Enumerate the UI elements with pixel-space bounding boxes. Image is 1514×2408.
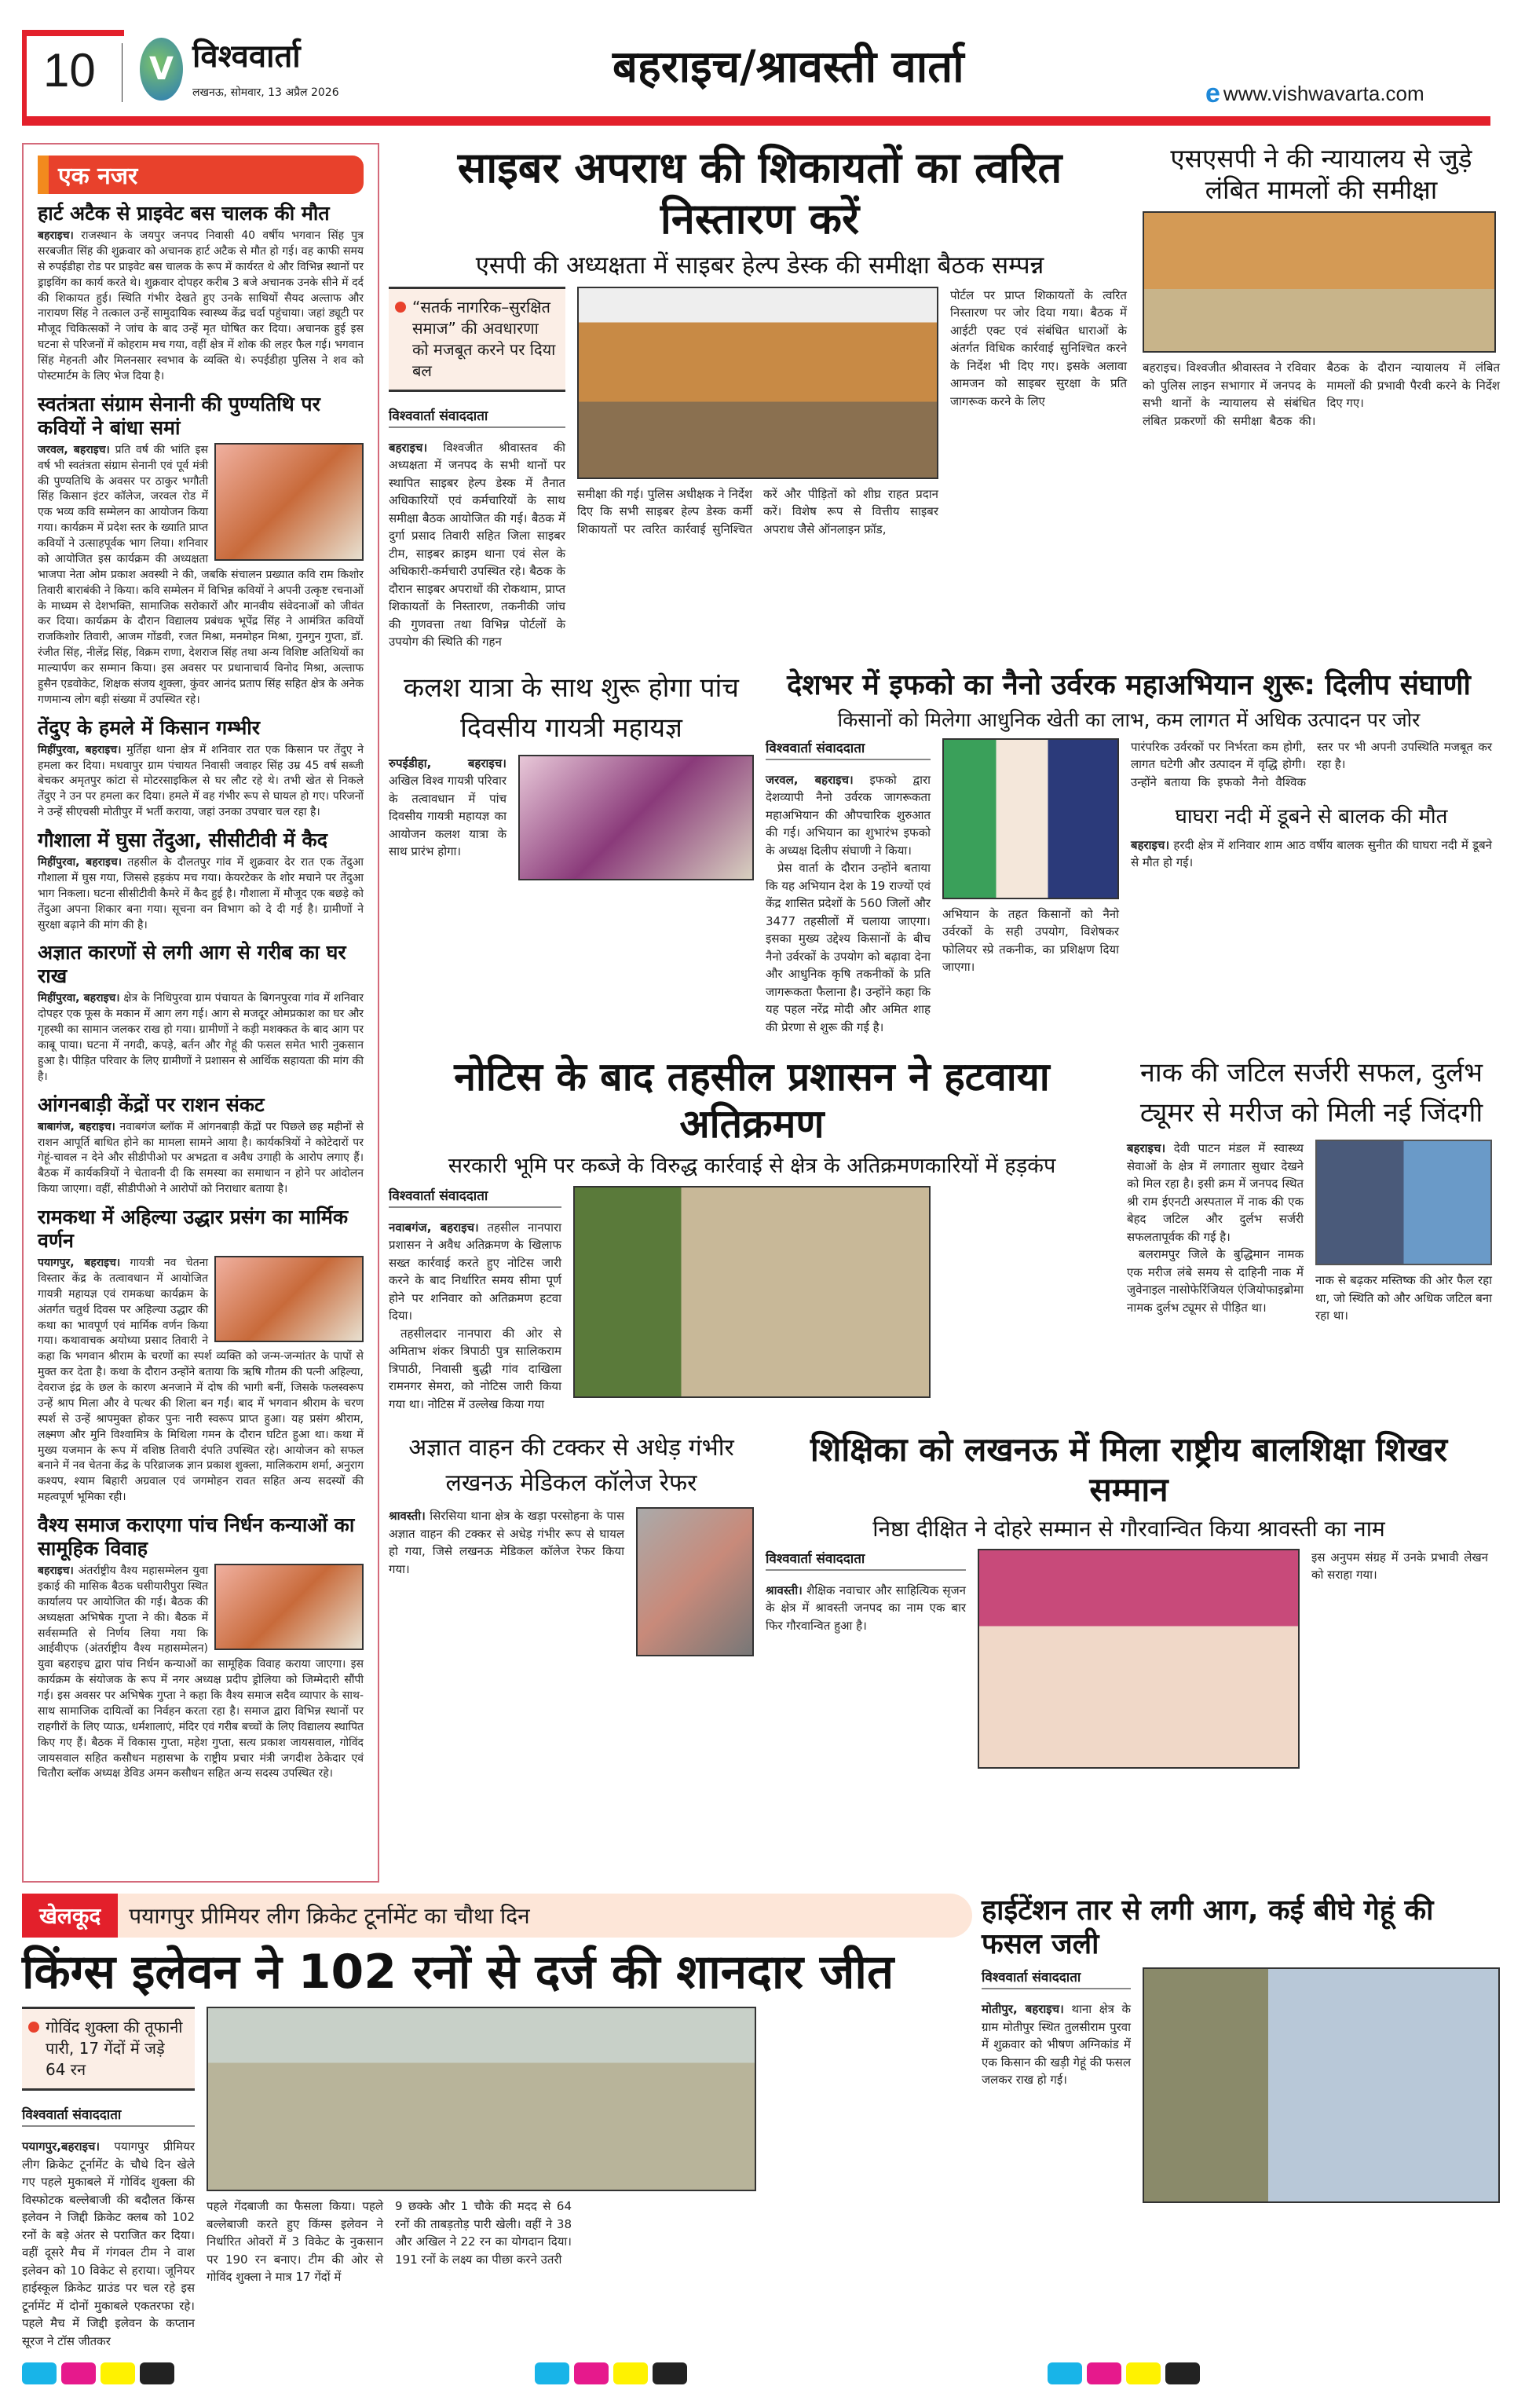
cyber-story	[389, 143, 1131, 651]
award-ceremony-photo	[978, 1549, 1300, 1769]
body-text: गायत्री नव चेतना विस्तार केंद्र के तत्वावधान में आयोजित गायत्री महायज्ञ एवं रामकथा कार्यक्रम के अंतर्गत चतुर्थ दिवस पर अहिल्या उद्धार की कथा का भावपूर्ण एवं मार्मिक वर्णन किया गया। कथावाचक अयोध्या प्रसाद तिवारी ने कहा कि भगवान श्रीराम के चरणों का स्पर्श व्यक्ति को जन्म-जन्मांतर के पापों से मुक्त कर देता है। कथा के दौरान उन्होंने बताया कि ऋषि गौतम की पत्नी अहिल्या, देवराज इंद्र के छल के कारण अनजाने में दोष की भागी बनीं, जिसके फलस्वरूप उन्हें श्राप मिला और वे पत्थर की शिला बन गईं। बाद में भगवान श्रीराम के चरण स्पर्श से उन्हें श्रापमुक्त होकर पुनः नारी स्वरूप प्राप्त हुआ। यह प्रसंग श्रीराम, लक्ष्मण और मुनि विश्वामित्र के मिथिला गमन के दौरान घटित हुआ था। कथा में मुख्य यजमान के रूप में वशिष्ठ तिवारी दंपति उपस्थित रहे। आयोजन को सफल बनाने में नव चेतना केंद्र के परिव्राजक ज्ञान प्रकाश शुक्ला, मालिकराम शर्मा, अनुराग कश्यप, श्याम बिहारी अग्रवाल एवं जगमोहन रावत सहित अन्य सदस्यों की महत्वपूर्ण भूमिका रही।	[38, 1257, 364, 1504]
byline: विश्ववार्ता संवाददाता	[389, 406, 565, 428]
ek-nazar-story	[38, 829, 364, 933]
dateline: जरवल, बहराइच।	[38, 443, 110, 456]
story-headline: तेंदुए के हमले में किसान गम्भीर	[38, 715, 260, 739]
cricket-headline: किंग्स इलेवन ने 102 रनों से दर्ज की शानदार जीत	[22, 1945, 894, 2000]
body-text: अखिल विश्व गायत्री परिवार के तत्वावधान में पांच दिवसीय गायत्री महायज्ञ का आयोजन कलश यात्रा के साथ प्रारंभ होगा।	[389, 774, 506, 859]
ek-nazar-stories	[38, 202, 364, 1782]
dateline: बहराइच।	[38, 229, 74, 242]
color-registration-marks	[1048, 2362, 1200, 2384]
sports-banner-text: पयागपुर प्रीमियर लीग क्रिकेट टूर्नामेंट का चौथा दिन	[129, 1903, 530, 1929]
ghaghra-headline: घाघरा नदी में डूबने से बालक की मौत	[1175, 805, 1448, 829]
byline: विश्ववार्ता संवाददाता	[982, 1967, 1131, 1989]
sanghani-photo	[942, 738, 1119, 899]
iffco-col4	[1131, 738, 1492, 872]
story-headline: स्वतंत्रता संग्राम सेनानी की पुण्यतिथि पर कवियों ने बांधा समां	[38, 392, 320, 439]
body-text: पयागपुर प्रीमियर लीग क्रिकेट टूर्नामेंट के चौथे दिन खेले गए पहले मुकाबले में गोविंद शुक्ला की विस्फोटक बल्लेबाजी की बदौलत किंग्स इलेवन ने जिद्दी क्रिकेट क्लब को 102 रनों के बड़े अंतर से पराजित कर दिया। वहीं दूसरे मैच में गंगवल टीम ने वाश इलेवन को 10 विकेट से हराया। जूनियर हाईस्कूल क्रिकेट ग्राउंड पर चल रहे इस टूर्नामेंट में दोनों मुकाबले एकतरफा रहे। पहले मैच में जिद्दी इलेवन के कप्तान सूरज ने टॉस जीतकर	[22, 2139, 195, 2348]
body-text: प्रति वर्ष की भांति इस वर्ष भी स्वतंत्रता संग्राम सेनानी एवं पूर्व मंत्री की पुण्यतिथि के अवसर पर ठाकुर भगौती सिंह किसान इंटर कॉलेज, जरवल रोड में एक भव्य कवि सम्मेलन का आयोजन किया गया। कार्यक्रम में प्रदेश स्तर के ख्याति प्राप्त कवियों ने उत्साहपूर्वक भाग लिया। शनिवार को आयोजित इस कार्यक्रम की अध्यक्षता भाजपा नेता ओम प्रकाश अवस्थी ने की, जबकि संचालन प्रख्यात कवि राम किशोर तिवारी बाराबंकी ने किया। कवि सम्मेलन में विभिन्न कवियों ने अपनी उत्कृष्ट रचनाओं के माध्यम से देशभक्ति, सामाजिक सरोकारों और मानवीय संवेदनाओं को जीवंत कर दिया। कार्यक्रम के दौरान विद्यालय प्रबंधक भूपेंद्र सिंह ने आमंत्रित कवियों राजकिशोर तिवारी, आजम गोंडवी, रजत मिश्रा, मनमोहन मिश्रा, गुनगुन गुप्ता, डॉ. रंजीत सिंह, नीलेंद्र सिंह, विक्रम राणा, देशराज सिंह तथा अन्य विशिष्ट अतिथियों का माल्यार्पण कर सम्मान किया। इस अवसर पर प्रधानाचार्य विनोद मिश्रा, अल्ताफ हुसैन एडवोकेट, शिक्षक संजय शुक्ला, कुंवर आनंद प्रताप सिंह सहित क्षेत्र के अनेक गणमान्य लोग बड़ी संख्या में उपस्थित रहे।	[38, 443, 364, 706]
cyber-col4	[950, 287, 1127, 411]
body-text: तहसील नानपारा प्रशासन ने अवैध अतिक्रमण के खिलाफ सख्त कार्रवाई करते हुए नोटिस जारी करने के बाद निर्धारित समय सीमा पूर्ण होने पर शनिवार को अतिक्रमण हटवा दिया।	[389, 1220, 561, 1323]
cyber-subhead: एसपी की अध्यक्षता में साइबर हेल्प डेस्क की समीक्षा बैठक सम्पन्न	[475, 251, 1044, 280]
dateline: मिहींपुरवा, बहराइच।	[38, 992, 120, 1005]
iffco-col1	[766, 738, 931, 1037]
website-url: www.vishwavarta.com	[1223, 82, 1424, 105]
ek-nazar-story	[38, 1206, 364, 1506]
bullet-dot-icon	[395, 302, 406, 313]
notice-col1	[389, 1186, 561, 1414]
ek-nazar-story	[38, 941, 364, 1085]
bullet-dot-icon	[28, 2022, 39, 2033]
right-area	[389, 143, 1500, 1769]
award-headline: शिक्षिका को लखनऊ में मिला राष्ट्रीय बालशिक्षा शिखर सम्मान	[810, 1430, 1448, 1509]
award-subhead: निष्ठा दीक्षित ने दोहरे सम्मान से गौरवान्वित किया श्रावस्ती का नाम	[872, 1516, 1385, 1543]
story-headline: रामकथा में अहिल्या उद्धार प्रसंग का मार्मिक वर्णन	[38, 1206, 349, 1252]
surgery-col1	[1127, 1140, 1304, 1316]
body-text: समीक्षा की गई। पुलिस अधीक्षक ने निर्देश दिए कि सभी साइबर हेल्प डेस्क कर्मी शिकायतों पर त्वरित कार्रवाई सुनिश्चित करें और पीड़ितों को शीघ्र राहत प्रदान करें। विशेष रूप से वित्तीय साइबर अपराध जैसे ऑनलाइन फ्रॉड,	[577, 486, 938, 536]
cricket-match-photo	[207, 2007, 756, 2191]
dateline: जरवल, बहराइच।	[766, 772, 854, 787]
cyber-col2	[577, 287, 938, 539]
section-title: बहराइच/श्रावस्ती वार्ता	[613, 42, 964, 93]
accident-story	[389, 1430, 754, 1656]
website-link[interactable]	[1205, 79, 1424, 109]
body-text: नाक से बढ़कर मस्तिष्क की ओर फैल रहा था, जो स्थिति को और अधिक जटिल बना रहा था।	[1315, 1273, 1492, 1323]
dateline: श्रावस्ती।	[389, 1509, 426, 1524]
ek-nazar-story	[38, 1513, 364, 1782]
ssp-meeting-photo	[1143, 211, 1496, 353]
ek-nazar-story	[38, 716, 364, 821]
body-text: शैक्षिक नवाचार और साहित्यिक सृजन के क्षेत्र में श्रावस्ती जनपद का नाम एक बार फिर गौरवान्वित हुआ है।	[766, 1583, 966, 1633]
accident-body	[389, 1507, 624, 1578]
ssp-body	[1143, 359, 1500, 430]
byline: विश्ववार्ता संवाददाता	[766, 1549, 966, 1571]
dateline: बहराइच।	[38, 1564, 74, 1577]
award-col3	[1311, 1549, 1488, 1584]
ghaghra-story	[1131, 805, 1492, 871]
story-headline: अज्ञात कारणों से लगी आग से गरीब का घर राख	[38, 941, 346, 988]
award-story	[766, 1430, 1492, 1768]
ek-nazar-story	[38, 393, 364, 708]
quote-text: “सतर्क नागरिक–सुरक्षित समाज” की अवधारणा को मजबूत करने पर दिया बल	[412, 297, 556, 380]
story-headline: आंगनबाड़ी केंद्रों पर राशन संकट	[38, 1092, 265, 1116]
header-red-bar	[22, 116, 1490, 126]
surgery-story	[1127, 1053, 1496, 1325]
cyber-headline: साइबर अपराध की शिकायतों का त्वरित निस्तारण करें	[457, 143, 1062, 243]
ssp-story	[1143, 143, 1500, 430]
body-text: पारंपरिक उर्वरकों पर निर्भरता कम होगी, लागत घटेगी और उत्पादन में वृद्धि होगी। उन्होंने बताया कि इफको नैनो वैश्विक स्तर पर भी अपनी उपस्थिति मजबूत कर रहा है।	[1131, 739, 1492, 789]
kalash-body	[389, 755, 506, 861]
notice-headline: नोटिस के बाद तहसील प्रशासन ने हटवाया अतिक्रमण	[454, 1054, 1050, 1147]
dateline: नवाबगंज, बहराइच।	[389, 1220, 479, 1235]
dateline: लखनऊ, सोमवार, 13 अप्रैल 2026	[192, 86, 339, 99]
body-text: पहले गेंदबाजी का फैसला किया। पहले बल्लेबाजी करते हुए किंग्स इलेवन ने निर्धारित ओवरों में 3 विकेट के नुकसान पर 190 रन बनाए। टीम की ओर से गोविंद शुक्ला ने मात्र 17 गेंदों में	[207, 2199, 383, 2284]
ek-nazar-story	[38, 1093, 364, 1198]
encroachment-photo	[573, 1186, 931, 1398]
accident-headline: अज्ञात वाहन की टक्कर से अधेड़ गंभीर लखनऊ मेडिकल कॉलेज रेफर	[408, 1434, 734, 1498]
ek-nazar-banner: एक नजर	[38, 156, 364, 194]
fire-col1	[982, 1967, 1131, 2089]
cricket-col3	[395, 2198, 572, 2268]
page-number: 10	[43, 44, 96, 97]
body-text: पोर्टल पर प्राप्त शिकायतों के त्वरित निस्तारण पर जोर दिया गया। बैठक में आईटी एक्ट एवं संबंधित धाराओं के अंतर्गत विधिक कार्रवाई सुनिश्चित करने के निर्देश भी दिए गए। इसके अलावा आमजन को साइबर सुरक्षा के प्रति जागरूक करने के लिए	[950, 287, 1127, 408]
page-frame-corner-top	[22, 30, 124, 36]
doctor-patient-photo	[1315, 1140, 1492, 1265]
dateline: श्रावस्ती।	[766, 1583, 803, 1597]
body-text: इस अनुपम संग्रह में उनके प्रभावी लेखन को सराहा गया।	[1311, 1550, 1488, 1583]
cricket-col1	[22, 2007, 195, 2350]
injured-man-photo	[636, 1507, 754, 1656]
cyber-meeting-photo	[577, 287, 938, 479]
story-photo	[214, 1564, 364, 1650]
registration-strip	[22, 2362, 1200, 2384]
body-text: 9 छक्के और 1 चौके की मदद से 64 रनों की ताबड़तोड़ पारी खेली। वहीं ने 38 और अखिल ने 22 रन का योगदान दिया। 191 रनों के लक्ष्य का पीछा करने उतरी	[395, 2199, 572, 2267]
dateline: रुपईडीहा, बहराइच।	[389, 756, 506, 770]
story-headline: हार्ट अटैक से प्राइवेट बस चालक की मौत	[38, 202, 330, 225]
quote-text: गोविंद शुक्ला की तूफानी पारी, 17 गेंदों में जड़े 64 रन	[46, 2018, 183, 2079]
surgery-col2	[1315, 1140, 1492, 1325]
body-text: थाना क्षेत्र के ग्राम मोतीपुर स्थित तुलसीराम पुरवा में शुक्रवार को भीषण अग्निकांड में एक किसान की खड़ी गेहूं की फसल जलकर राख हो गई।	[982, 2002, 1131, 2088]
body-text: नवाबगंज ब्लॉक में आंगनबाड़ी केंद्रों पर पिछले छह महीनों से राशन आपूर्ति बाधित होने का मामला सामने आया है। कार्यकत्रियों ने कोटेदारों पर गेहूं-चावल न देने और सीडीपीओ पर अभद्रता व अवैध उगाही के आरोप लगाए हैं। बैठक में कार्यकत्रियों ने चेतावनी दी कि समस्या का समाधान न होने पर आंदोलन किया जाएगा। वहीं, सीडीपीओ ने आरोपों को निराधार बताया है।	[38, 1120, 364, 1196]
body-text: इफको द्वारा देशव्यापी नैनो उर्वरक जागरूकता महाअभियान की औपचारिक शुरुआत की गई। अभियान का शुभारंभ इफको के अध्यक्ष दिलीप संघाणी ने किया।	[766, 772, 931, 858]
cyber-col1	[389, 287, 565, 651]
iffco-headline: देशभर में इफको का नैनो उर्वरक महाअभियान शुरू: दिलीप संघाणी	[787, 668, 1471, 701]
notice-story	[389, 1053, 1115, 1413]
iffco-col3	[942, 738, 1119, 976]
page-content	[22, 143, 1500, 2408]
page-frame-corner	[22, 30, 27, 124]
cyber-quote-box	[389, 287, 565, 392]
cricket-col2	[207, 2198, 383, 2286]
iffco-subhead: किसानों को मिलेगा आधुनिक खेती का लाभ, कम लागत में अधिक उत्पादन पर जोर	[837, 708, 1421, 731]
story-headline: गौशाला में घुसा तेंदुआ, सीसीटीवी में कैद	[38, 829, 327, 851]
body-text: प्रेस वार्ता के दौरान उन्होंने बताया कि यह अभियान देश के 19 राज्यों एवं केंद्र शासित प्रदेशों के 560 जिलों और 3477 तहसीलों में चलाया जाएगा। इसका मुख्य उद्देश्य किसानों के बीच नैनो उर्वरकों के उपयोग को बढ़ावा देना और आधुनिक कृषि तकनीकों के प्रति जागरूकता फैलाना है। उन्होंने कहा कि यह पहल नरेंद्र मोदी और अमित शाह की प्रेरणा से शुरू की गई है।	[766, 861, 931, 1034]
body-text: बहराइच। विश्वजीत श्रीवास्तव ने रविवार को पुलिस लाइन सभागार में जनपद के सभी थानों के न्यायालय से संबंधित लंबित प्रकरणों की समीक्षा बैठक की। बैठक के दौरान न्यायालय में लंबित मामलों की प्रभावी पैरवी करने के निर्देश दिए गए।	[1143, 360, 1500, 428]
ghaghra-body	[1131, 836, 1492, 872]
dateline: बहराइच।	[1127, 1141, 1166, 1156]
sports-section-label: खेलकूद	[22, 1894, 118, 1938]
story-photo	[214, 1256, 364, 1342]
body-text: सिरसिया थाना क्षेत्र के खड़ा परसोहना के पास अज्ञात वाहन की टक्कर से अधेड़ गंभीर रूप से घायल हो गया, जिसे लखनऊ मेडिकल कॉलेज रेफर किया गया।	[389, 1509, 624, 1576]
story-headline: वैश्य समाज कराएगा पांच निर्धन कन्याओं का सामूहिक विवाह	[38, 1513, 355, 1560]
body-text: बलरामपुर जिले के बुद्धिमान नामक एक मरीज लंबे समय से दाहिनी नाक में जुवेनाइल नासोफेरिंजियल एंजियोफाइब्रोमा नामक दुर्लभ ट्यूमर से पीड़ित था।	[1127, 1247, 1304, 1315]
body-text: अंतर्राष्ट्रीय वैश्य महासम्मेलन युवा इकाई की मासिक बैठक घसीयारीपुरा स्थित कार्यालय पर आयोजित की गई। बैठक की अध्यक्षता अभिषेक गुप्ता ने की। बैठक में सर्वसम्मति से निर्णय लिया गया कि आईवीएफ (अंतर्राष्ट्रीय वैश्य महासम्मेलन) युवा बहराइच द्वारा पांच निर्धन कन्याओं का सामूहिक विवाह कराया जाएगा। इस कार्यक्रम के संयोजक के रूप में नगर अध्यक्ष प्रदीप ड्रोलिया को जिम्मेदारी सौंपी गई। इस अवसर पर अभिषेक गुप्ता ने कहा कि वैश्य समाज सदैव व्यापार के साथ-साथ सामाजिक दायित्वों का निर्वहन करता रहा है। समाज द्वारा विभिन्न स्थानों पर राहगीरों के लिए प्याऊ, धर्मशालाएं, मंदिर एवं गरीब बच्चों के लिए विद्यालय स्थापित किए गए हैं। बैठक में विकास गुप्ता, महेश गुप्ता, सत्य प्रकाश जायसवाल, गोविंद जायसवाल सहित कसौधन महासभा के राष्ट्रीय प्रचार मंत्री जगदीश ठेकेदार एवं चितौरा ब्लॉक अध्यक्ष डेविड अमन कसौधन सहित अन्य सदस्य उपस्थित रहे।	[38, 1564, 364, 1780]
body-text: राजस्थान के जयपुर जनपद निवासी 40 वर्षीय भगवान सिंह पुत्र सरबजीत सिंह की शुक्रवार को अचानक हार्ट अटैक से मौत हो गई। वह काफी समय से रुपईडीहा रोड पर प्राइवेट बस चालक के रूप में कार्यरत थे और विभिन्न स्थानों पर ड्राइविंग का कार्य करते थे। शुक्रवार दोपहर करीब 3 बजे अचानक उनके सीने में दर्द की शिकायत हुई। स्थिति गंभीर देखते हुए उनके साथियों सैयद अल्ताफ और नारायण सिंह ने तत्काल उन्हें सामुदायिक स्वास्थ्य केंद्र चर्दा पहुंचाया। जहां ड्यूटी पर मौजूद चिकित्सकों ने जांच के बाद उन्हें मृत घोषित कर दिया। अचानक हुई इस घटना से परिजनों में कोहराम मच गया, वहीं क्षेत्र में शोक की लहर फैल गई। भगवान सिंह मेहनती और मिलनसार स्वभाव के व्यक्ति थे। रुपईडीहा पुलिस ने शव को पोस्टमार्टम के लिए भेज दिया है।	[38, 229, 364, 382]
logo-icon: V	[140, 38, 183, 101]
dateline: पयागपुर, बहराइच।	[38, 1257, 121, 1269]
award-col1	[766, 1549, 966, 1635]
cricket-quote-box	[22, 2007, 195, 2091]
body-text: हरदी क्षेत्र में शनिवार शाम आठ वर्षीय बालक सुनीत की घाघरा नदी में डूबने से मौत हो गई।	[1131, 837, 1492, 870]
notice-subhead: सरकारी भूमि पर कब्जे के विरुद्ध कार्रवाई से क्षेत्र के अतिक्रमणकारियों में हड़कंप	[448, 1154, 1056, 1179]
ssp-headline: एसएसपी ने की न्यायालय से जुड़े लंबित मामलों की समीक्षा	[1170, 143, 1472, 205]
body-text: क्षेत्र के निधिपुरवा ग्राम पंचायत के बिगनपुरवा गांव में शनिवार दोपहर एक फूस के मकान में आग लग गई। आग से मजदूर ओमप्रकाश का घर और गृहस्थी का सामान जलकर राख हो गया। ग्रामीणों ने कड़ी मशक्कत के बाद आग पर काबू पाया। घटना में नगदी, कपड़े, बर्तन और गेहूं की फसल समेत भारी नुकसान हुआ है। पीड़ित परिवार के लिए ग्रामीणों ने प्रशासन से आर्थिक सहायता की मांग की है।	[38, 992, 364, 1083]
body-text: मुर्तिहा थाना क्षेत्र में शनिवार रात एक किसान पर तेंदुए ने हमला कर दिया। मधवापुर ग्राम पंचायत निवासी जवाहर सिंह उम्र 45 वर्ष सब्जी बेचकर अमृतपुर कांटा से मोटरसाइकिल से घर लौट रहे थे। तभी खेत से निकले तेंदुए ने उन पर हमला कर दिया। हमले में वह गंभीर रूप से घायल हो गए। परिजनों ने उन्हें सीएचसी मोतीपुर में भर्ती कराया, जहां उनका उपचार चल रहा है।	[38, 743, 364, 819]
sports-banner	[22, 1894, 972, 1938]
browser-e-icon: e	[1205, 79, 1220, 108]
surgery-headline: नाक की जटिल सर्जरी सफल, दुर्लभ ट्यूमर से मरीज को मिली नई जिंदगी	[1139, 1057, 1483, 1129]
dateline: बहराइच।	[1131, 837, 1170, 852]
ek-nazar-box	[22, 143, 379, 1883]
dateline: बाबागंज, बहराइच।	[38, 1120, 115, 1133]
dateline: मिहींपुरवा, बहराइच।	[38, 856, 123, 869]
body-text: विश्वजीत श्रीवास्तव की अध्यक्षता में जनपद के सभी थानों पर स्थापित साइबर हेल्प डेस्क में तैनात अधिकारियों एवं कर्मचारियों के साथ समीक्षा बैठक आयोजित की गई। बैठक में दुर्गा प्रसाद तिवारी सहित जिला साइबर टीम, साइबर क्राइम थाना एवं सेल के अधिकारी-कर्मचारी उपस्थित रहे। बैठक के दौरान साइबर अपराधों की रोकथाम, प्राप्त शिकायतों के निस्तारण, तकनीकी जांच की गुणवत्ता तथा विभिन्न पोर्टलों के उपयोग की स्थिति की गहन	[389, 440, 565, 650]
body-text: देवी पाटन मंडल में स्वास्थ्य सेवाओं के क्षेत्र में लगातार सुधार देखने को मिल रहा है। इसी क्रम में जनपद स्थित श्री राम ईएनटी अस्पताल में नाक की एक बेहद जटिल और दुर्लभ सर्जरी सफलतापूर्वक की गई है।	[1127, 1141, 1304, 1244]
body-text: तहसील के दौलतपुर गांव में शुक्रवार देर रात एक तेंदुआ गौशाला में घुस गया, जिससे हड़कंप मच गया। केयरटेकर के शोर मचाने पर तेंदुआ भाग निकला। घटना सीसीटीवी कैमरे में कैद हुई है। गौशाला में मौजूद एक बछड़े को तेंदुआ अपना शिकार बना गया। सूचना वन विभाग को दे दी गई है। ग्रामीणों ने सुरक्षा बढ़ाने की मांग की है।	[38, 856, 364, 931]
header-divider	[122, 43, 123, 102]
cricket-photo-area	[207, 2007, 756, 2286]
byline: विश्ववार्ता संवाददाता	[22, 2105, 195, 2127]
sports-story	[22, 1894, 972, 2350]
dateline: मोतीपुर, बहराइच।	[982, 2002, 1064, 2017]
body-text: तहसीलदार नानपारा की ओर से अमिताभ शंकर त्रिपाठी पुत्र सालिकराम त्रिपाठी, निवासी बुद्धी गांव दाखिला रामनगर सेमरा, को नोटिस जारी किया गया था। नोटिस में उल्लेख किया गया	[389, 1326, 561, 1411]
color-registration-marks	[22, 2362, 174, 2384]
iffco-story	[766, 668, 1492, 1037]
dateline: बहराइच।	[389, 440, 428, 455]
byline: विश्ववार्ता संवाददाता	[389, 1186, 561, 1208]
ek-nazar-story	[38, 202, 364, 385]
fire-headline: हाईटेंशन तार से लगी आग, कई बीघे गेहूं की फसल जली	[982, 1894, 1434, 1961]
color-registration-marks	[535, 2362, 687, 2384]
dateline: पयागपुर,बहराइच।	[22, 2139, 101, 2154]
paper-name: विश्ववार्ता	[192, 38, 301, 75]
kalash-headline: कलश यात्रा के साथ शुरू होगा पांच दिवसीय गायत्री महायज्ञ	[404, 672, 739, 744]
fire-story	[982, 1894, 1500, 2203]
kalash-photo	[518, 755, 754, 880]
byline: विश्ववार्ता संवाददाता	[766, 738, 931, 760]
burnt-crop-photo	[1143, 1967, 1500, 2203]
body-text: अभियान के तहत किसानों को नैनो उर्वरकों के सही उपयोग, विशेषकर फोलियर स्प्रे तकनीक, का प्रशिक्षण दिया जाएगा।	[942, 906, 1119, 975]
dateline: मिहींपुरवा, बहराइच।	[38, 743, 122, 756]
story-photo	[214, 443, 364, 561]
kalash-story	[389, 668, 754, 880]
